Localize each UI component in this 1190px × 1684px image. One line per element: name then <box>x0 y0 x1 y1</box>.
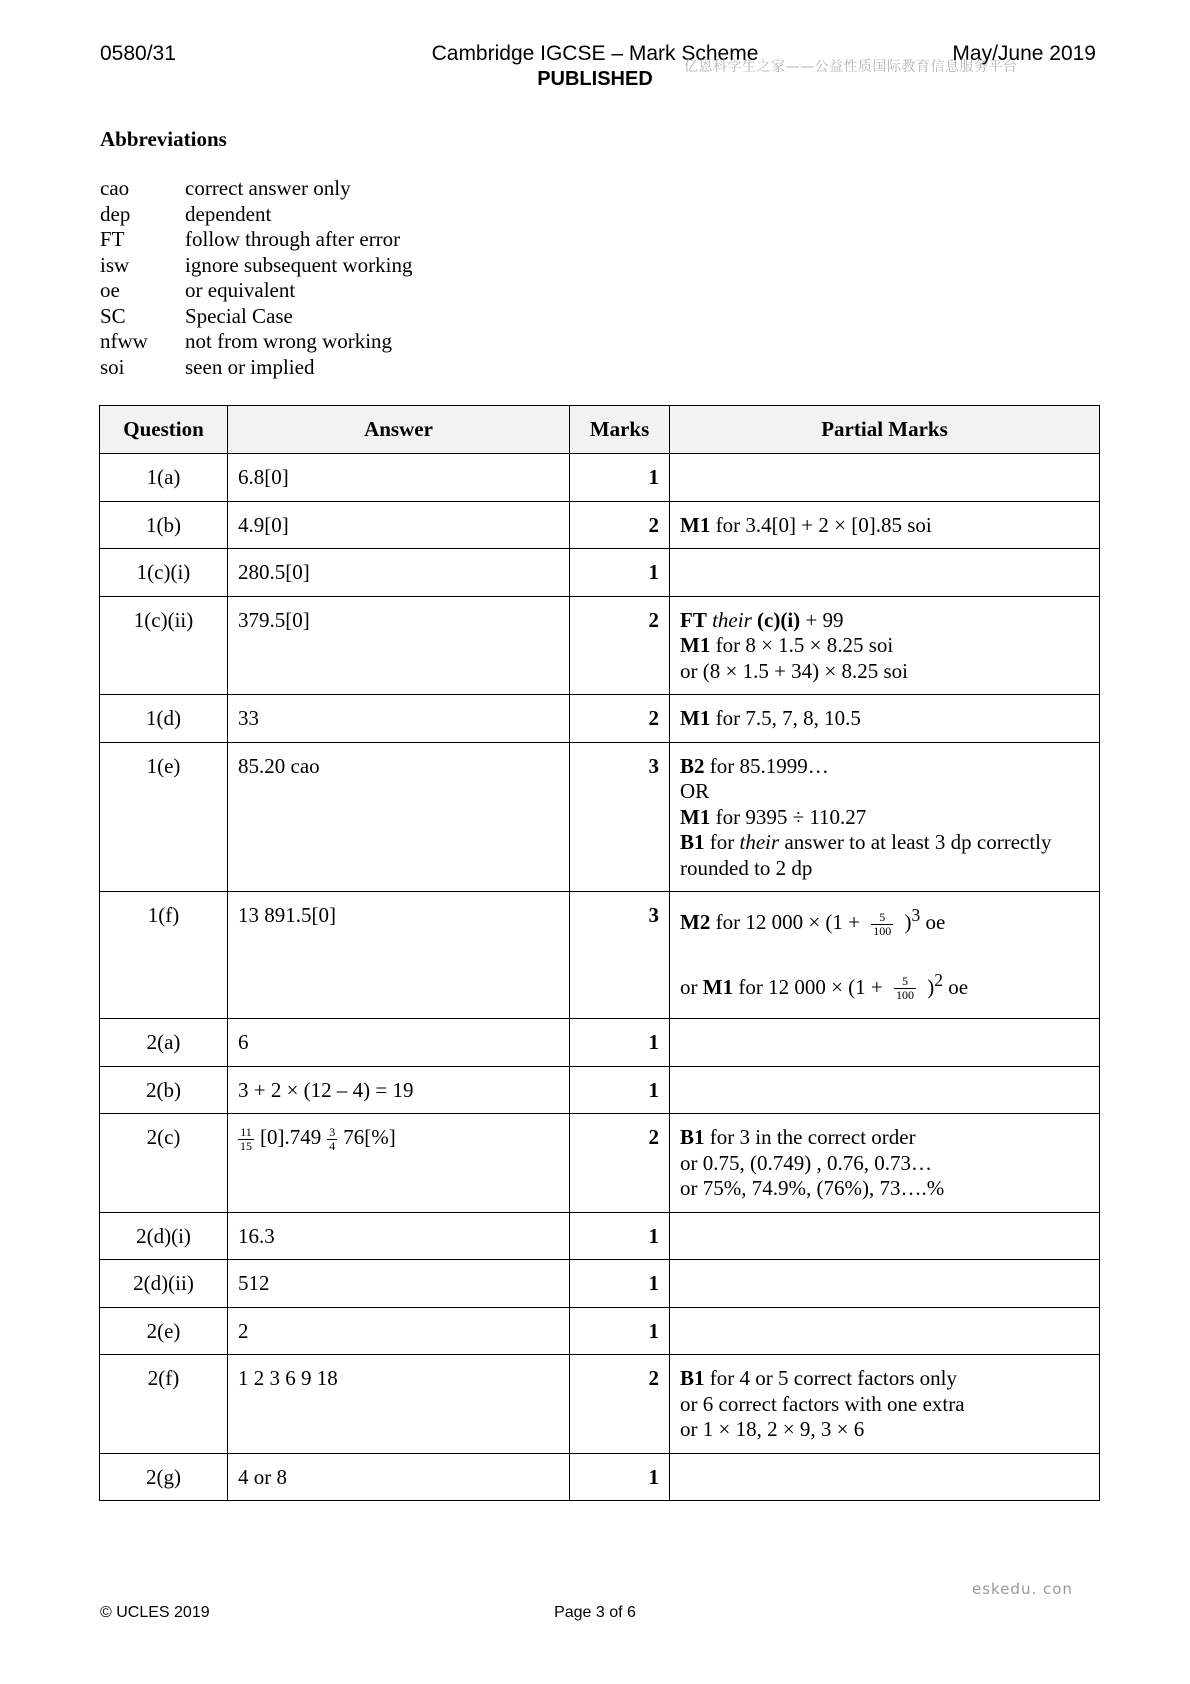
question-number: 1(b) <box>100 501 228 549</box>
abbreviation-code: dep <box>100 201 131 226</box>
fraction-denominator: 4 <box>329 1139 336 1154</box>
marks-cell: 2 <box>570 501 670 549</box>
partial-marks-cell <box>670 1260 1100 1308</box>
partial-marks-cell <box>670 1212 1100 1260</box>
marks-cell: 1 <box>570 1453 670 1501</box>
partial-mark-line <box>680 1366 1089 1392</box>
abbreviation-code: isw <box>100 252 130 277</box>
fraction-numerator: 5 <box>871 911 893 925</box>
partial-mark-line <box>680 830 1089 856</box>
question-number: 2(a) <box>100 1019 228 1067</box>
question-number: 1(c)(ii) <box>100 596 228 695</box>
partial-text: for 3.4[0] + 2 × [0].85 soi <box>710 512 932 537</box>
partial-text: ) <box>922 974 935 999</box>
mark-code: M1 <box>680 512 711 537</box>
partial-marks-cell <box>670 596 1100 695</box>
mark-code: FT <box>680 607 707 632</box>
marks-cell: 1 <box>570 454 670 502</box>
partial-text: for <box>704 830 740 854</box>
partial-mark-line <box>680 903 1089 938</box>
watermark-text: 亿恩科学生之家——公益性质国际教育信息服务平台 <box>684 59 1018 75</box>
table-row <box>100 695 1100 743</box>
answer-cell: 4.9[0] <box>228 501 570 549</box>
answer-cell: 379.5[0] <box>228 596 570 695</box>
partial-marks-cell <box>670 1114 1100 1213</box>
partial-mark-line <box>680 633 1089 659</box>
table-row <box>100 596 1100 695</box>
abbreviation-code: soi <box>100 354 125 379</box>
table-row <box>100 1019 1100 1067</box>
partial-mark-line <box>680 1176 1089 1202</box>
partial-italic: their <box>706 607 758 632</box>
partial-marks-cell <box>670 695 1100 743</box>
answer-cell: 85.20 cao <box>228 742 570 892</box>
marks-cell: 1 <box>570 1307 670 1355</box>
partial-marks-cell <box>670 1307 1100 1355</box>
abbreviations-title: Abbreviations <box>100 127 227 151</box>
partial-text: for 4 or 5 correct factors only <box>704 1366 957 1391</box>
answer-cell: 3 + 2 × (12 – 4) = 19 <box>228 1066 570 1114</box>
document-title: Cambridge IGCSE – Mark Scheme <box>431 42 759 65</box>
abbreviation-row <box>100 227 412 253</box>
partial-mark-line <box>680 1392 1089 1418</box>
abbreviation-row <box>100 253 412 279</box>
partial-marks-cell <box>670 1019 1100 1067</box>
table-row <box>100 892 1100 1019</box>
marks-cell: 2 <box>570 1355 670 1454</box>
answer-cell: 1 2 3 6 9 18 <box>228 1355 570 1454</box>
partial-marks-cell <box>670 501 1100 549</box>
mark-code: M2 <box>680 910 711 934</box>
header-answer: Answer <box>228 406 570 454</box>
partial-mark-line <box>680 1125 1089 1151</box>
question-number: 1(f) <box>100 892 228 1019</box>
table-row <box>100 1066 1100 1114</box>
abbreviation-row <box>100 355 412 381</box>
abbreviation-code: SC <box>100 303 126 328</box>
fraction <box>327 1126 337 1153</box>
partial-mark-line <box>680 754 1089 780</box>
paper-code: 0580/31 <box>100 42 176 65</box>
answer-cell: 16.3 <box>228 1212 570 1260</box>
fraction-numerator: 5 <box>894 975 916 989</box>
abbreviation-meaning: correct answer only <box>185 176 351 200</box>
exam-session: May/June 2019 <box>952 42 1096 65</box>
partial-mark-line <box>680 706 1089 732</box>
abbreviation-meaning: Special Case <box>185 303 293 328</box>
table-row <box>100 1355 1100 1454</box>
partial-marks-cell <box>670 454 1100 502</box>
partial-italic: their <box>739 830 780 854</box>
fraction-denominator: 100 <box>873 923 892 938</box>
partial-text: for 12 000 × (1 + <box>710 910 866 934</box>
abbreviation-meaning: ignore subsequent working <box>185 252 413 277</box>
partial-text: ) <box>899 910 912 934</box>
partial-marks-cell <box>670 1453 1100 1501</box>
partial-mark-line <box>680 779 1089 805</box>
fraction-denominator: 15 <box>240 1139 252 1154</box>
table-row <box>100 1114 1100 1213</box>
partial-text: rounded to 2 dp <box>680 855 813 880</box>
marks-cell: 2 <box>570 596 670 695</box>
partial-text: for 3 in the correct order <box>704 1125 916 1150</box>
mark-code: M1 <box>680 804 711 829</box>
marks-cell: 1 <box>570 549 670 597</box>
partial-text: for 7.5, 7, 8, 10.5 <box>710 706 861 730</box>
answer-cell: 2 <box>228 1307 570 1355</box>
partial-mark-line <box>680 968 1089 1003</box>
question-number: 1(c)(i) <box>100 549 228 597</box>
mark-code: M1 <box>680 706 711 730</box>
header-marks: Marks <box>570 406 670 454</box>
abbreviation-meaning: dependent <box>185 201 272 226</box>
partial-mark-line <box>680 1151 1089 1177</box>
mark-code: B1 <box>680 1366 705 1391</box>
partial-text: or <box>680 974 703 999</box>
abbreviation-code: oe <box>100 278 120 302</box>
partial-text: or 1 × 18, 2 × 9, 3 × 6 <box>680 1417 865 1442</box>
question-number: 2(b) <box>100 1066 228 1114</box>
mark-code: M1 <box>680 633 711 657</box>
abbreviations-list <box>100 176 412 380</box>
abbreviation-row <box>100 202 412 228</box>
site-watermark: eskedu. con <box>972 1580 1073 1598</box>
fraction <box>871 911 893 938</box>
marks-cell: 2 <box>570 695 670 743</box>
abbreviation-code: nfww <box>100 329 148 353</box>
partial-marks-cell <box>670 742 1100 892</box>
answer-cell: 33 <box>228 695 570 743</box>
answer-cell: 6 <box>228 1019 570 1067</box>
answer-cell: 4 or 8 <box>228 1453 570 1501</box>
partial-mark-line <box>680 513 1089 539</box>
mark-code: B2 <box>680 753 705 778</box>
answer-cell: 13 891.5[0] <box>228 892 570 1019</box>
abbreviation-row <box>100 329 412 355</box>
abbreviation-row <box>100 176 412 202</box>
question-number: 2(e) <box>100 1307 228 1355</box>
partial-text: for 85.1999… <box>704 753 829 778</box>
abbreviation-meaning: not from wrong working <box>185 329 393 353</box>
marks-cell: 1 <box>570 1019 670 1067</box>
mark-scheme-table <box>99 405 1100 1501</box>
question-number: 1(e) <box>100 742 228 892</box>
partial-mark-line <box>680 856 1089 882</box>
partial-mark-line <box>680 1417 1089 1443</box>
marks-cell: 1 <box>570 1212 670 1260</box>
partial-text: for 12 000 × (1 + <box>733 974 888 999</box>
table-row <box>100 742 1100 892</box>
answer-cell: 6.8[0] <box>228 454 570 502</box>
marks-cell: 1 <box>570 1066 670 1114</box>
marks-cell: 3 <box>570 892 670 1019</box>
partial-text: or 75%, 74.9%, (76%), 73….% <box>680 1176 945 1201</box>
abbreviation-meaning: follow through after error <box>185 227 401 251</box>
marks-cell: 3 <box>570 742 670 892</box>
table-row <box>100 1307 1100 1355</box>
partial-marks-cell <box>670 1066 1100 1114</box>
header-partial-marks: Partial Marks <box>670 406 1100 454</box>
abbreviation-row <box>100 304 412 330</box>
page-number: Page 3 of 6 <box>554 1604 636 1621</box>
partial-mark-line <box>680 659 1089 685</box>
mark-code: B1 <box>680 830 705 854</box>
partial-text: for 8 × 1.5 × 8.25 soi <box>710 633 894 657</box>
question-number: 1(a) <box>100 454 228 502</box>
partial-text: oe <box>920 910 946 934</box>
abbreviation-code: FT <box>100 227 125 251</box>
marks-cell: 1 <box>570 1260 670 1308</box>
table-row <box>100 1453 1100 1501</box>
mark-code: M1 <box>702 974 734 999</box>
abbreviation-row <box>100 278 412 304</box>
partial-text: for 9395 ÷ 110.27 <box>710 804 867 829</box>
mark-code: (c)(i) <box>757 607 801 632</box>
partial-text: oe <box>943 974 969 999</box>
partial-text: + 99 <box>800 607 844 632</box>
partial-text: OR <box>680 779 710 803</box>
answer-value: 76[%] <box>343 1125 396 1150</box>
copyright: © UCLES 2019 <box>100 1604 210 1621</box>
exponent: 3 <box>911 905 921 925</box>
published-label: PUBLISHED <box>537 68 653 90</box>
question-number: 2(c) <box>100 1114 228 1213</box>
mark-code: B1 <box>680 1125 705 1150</box>
fraction-numerator: 11 <box>238 1126 254 1140</box>
abbreviation-meaning: seen or implied <box>185 354 315 379</box>
question-number: 2(g) <box>100 1453 228 1501</box>
table-row <box>100 549 1100 597</box>
partial-mark-line <box>680 608 1089 634</box>
partial-marks-cell <box>670 892 1100 1019</box>
partial-mark-line <box>680 805 1089 831</box>
partial-text: answer to at least 3 dp correctly <box>779 830 1052 854</box>
question-number: 2(d)(i) <box>100 1212 228 1260</box>
question-number: 1(d) <box>100 695 228 743</box>
table-row <box>100 501 1100 549</box>
table-header-row <box>100 406 1100 454</box>
table-row <box>100 1212 1100 1260</box>
marks-cell: 2 <box>570 1114 670 1213</box>
partial-marks-cell <box>670 1355 1100 1454</box>
partial-marks-cell <box>670 549 1100 597</box>
answer-cell <box>228 1114 570 1213</box>
partial-text: or (8 × 1.5 + 34) × 8.25 soi <box>680 658 909 683</box>
table-row <box>100 1260 1100 1308</box>
table-row <box>100 454 1100 502</box>
partial-text: or 6 correct factors with one extra <box>680 1391 965 1416</box>
fraction <box>894 975 916 1002</box>
fraction <box>238 1126 254 1153</box>
fraction-numerator: 3 <box>329 1125 336 1140</box>
question-number: 2(f) <box>100 1355 228 1454</box>
abbreviation-code: cao <box>100 176 130 200</box>
fraction-denominator: 100 <box>896 988 914 1003</box>
exponent: 2 <box>934 969 943 990</box>
abbreviation-meaning: or equivalent <box>185 278 296 302</box>
answer-cell: 512 <box>228 1260 570 1308</box>
partial-text: or 0.75, (0.749) , 0.76, 0.73… <box>680 1150 932 1175</box>
header-question: Question <box>100 406 228 454</box>
answer-cell: 280.5[0] <box>228 549 570 597</box>
question-number: 2(d)(ii) <box>100 1260 228 1308</box>
answer-value: [0].749 <box>260 1125 322 1150</box>
